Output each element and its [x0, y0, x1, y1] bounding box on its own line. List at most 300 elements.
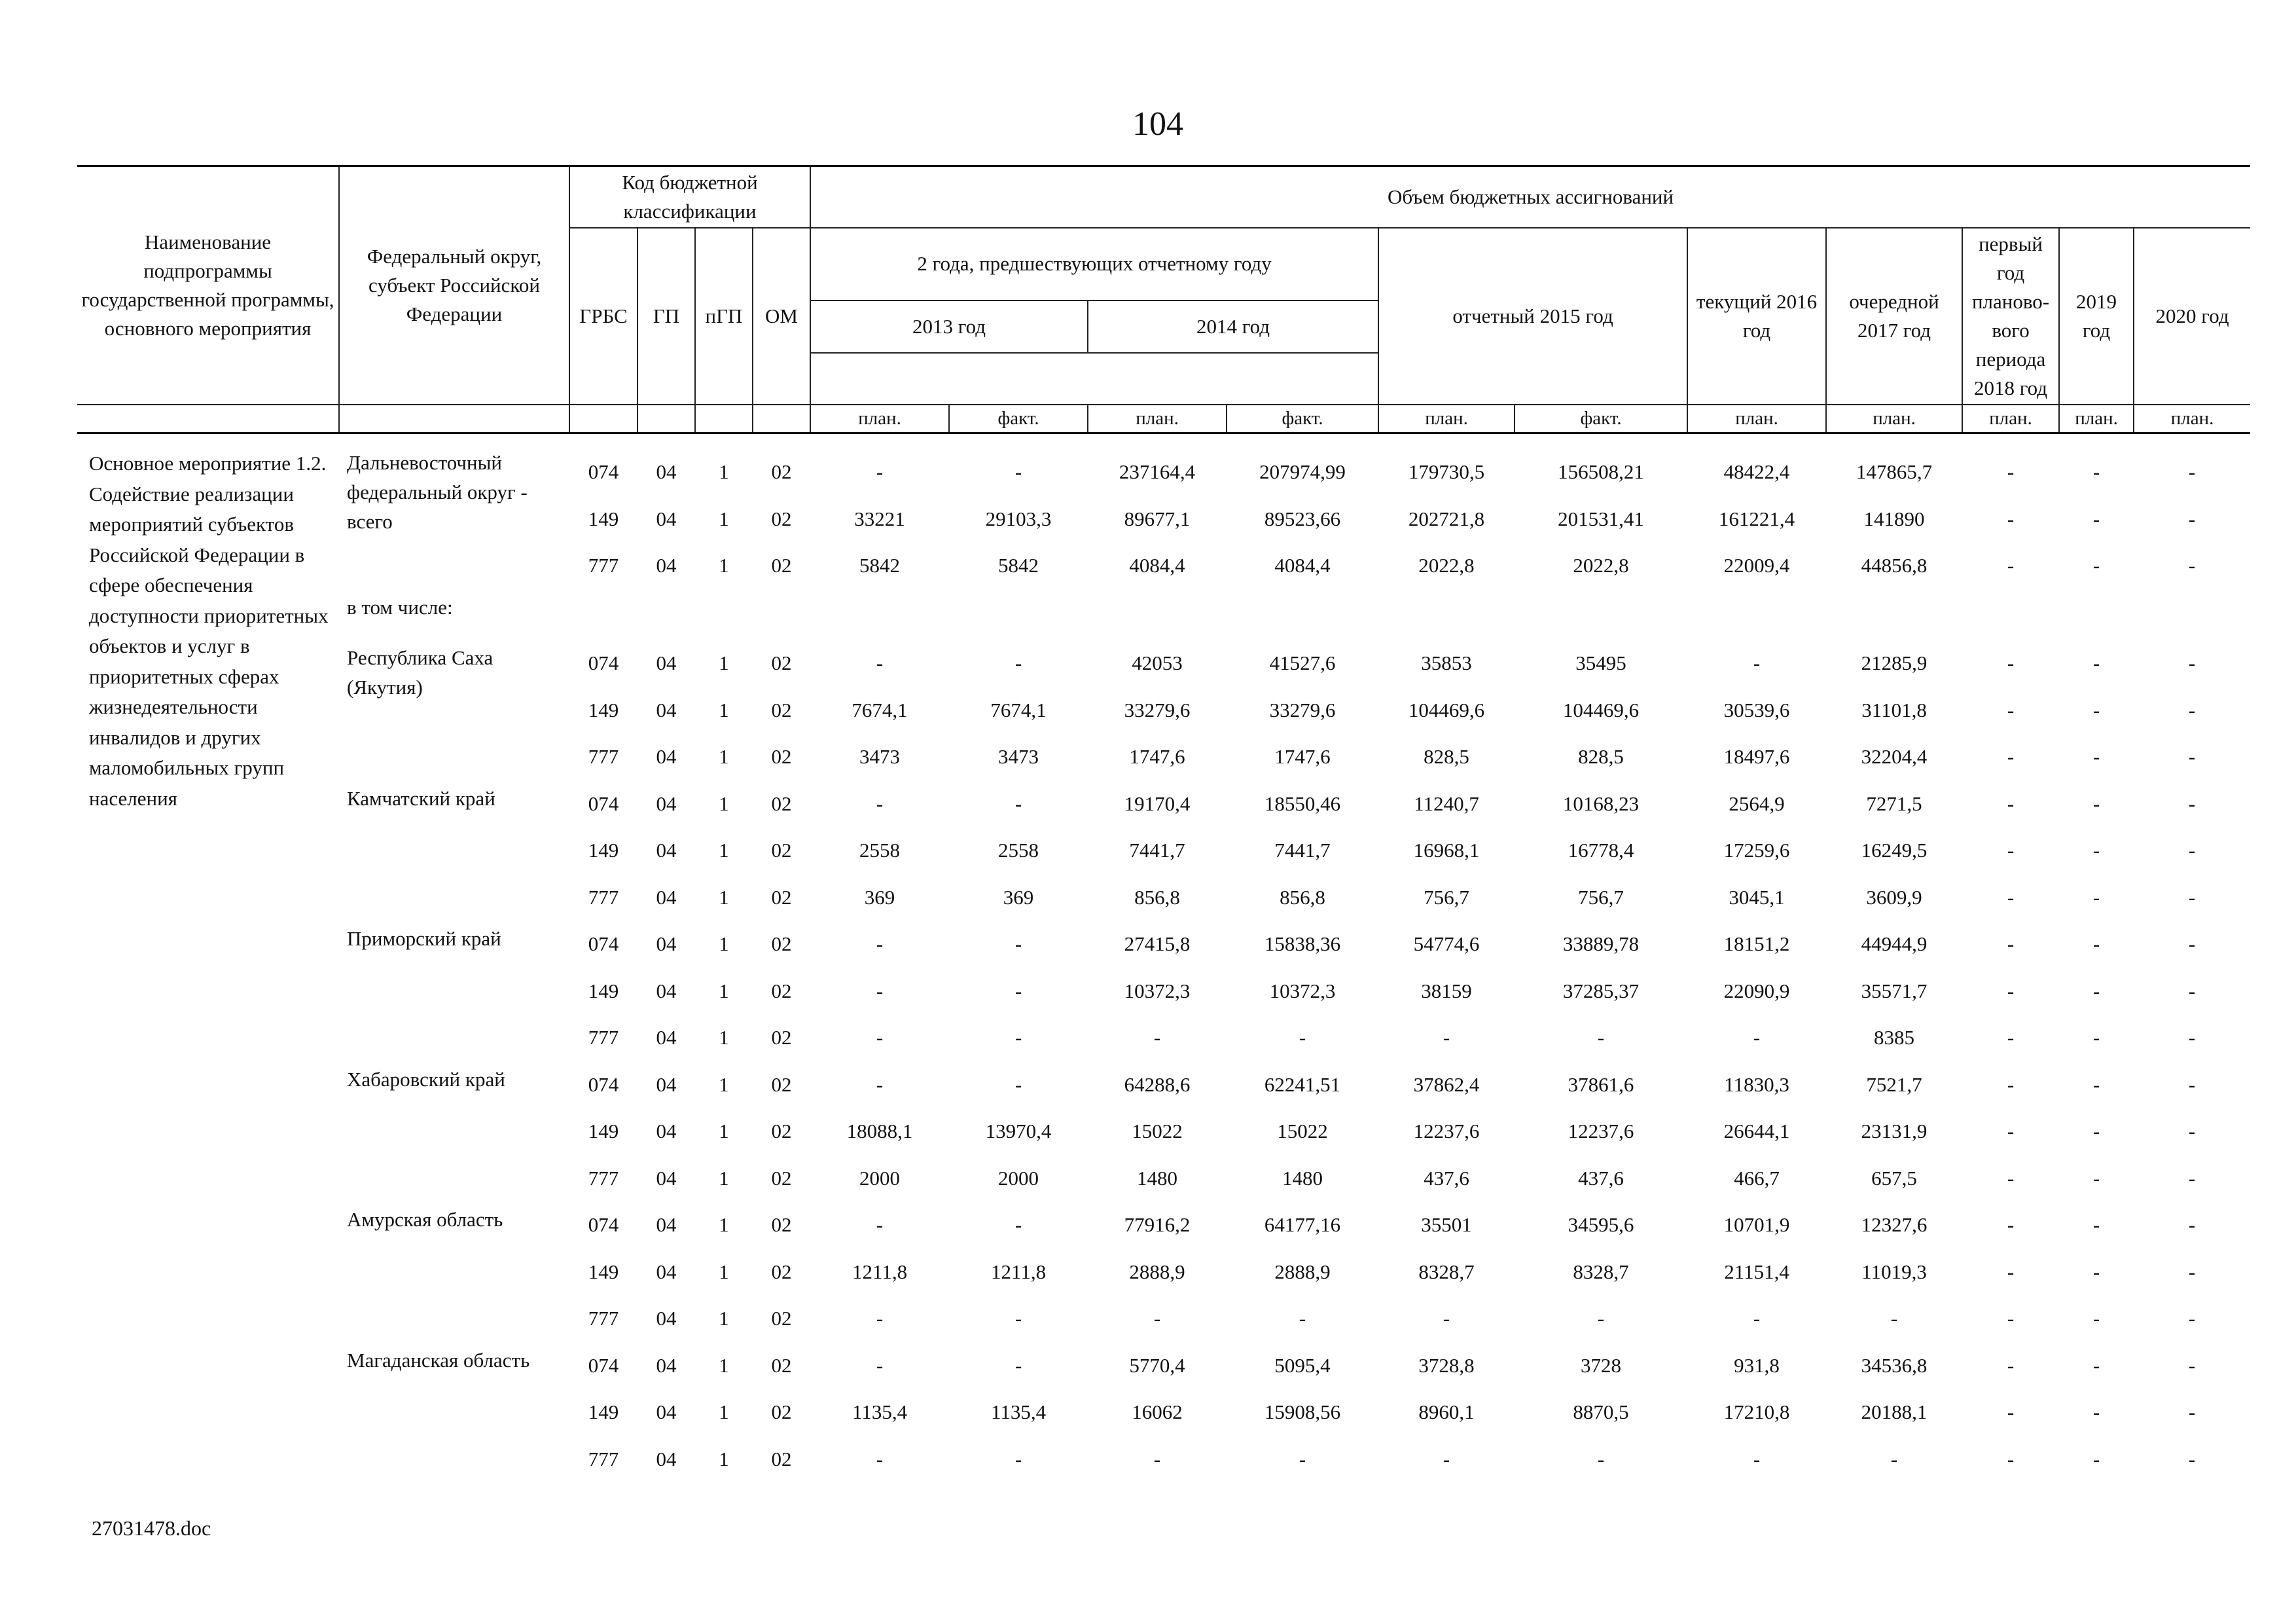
- code-cell: 074: [588, 1072, 619, 1096]
- code-cell: 777: [588, 1307, 619, 1330]
- value-cell: 12327,6: [1861, 1213, 1928, 1237]
- page-number: 104: [1132, 105, 1183, 143]
- value-cell: 30539,6: [1723, 698, 1790, 721]
- header-pgp: пГП: [695, 228, 753, 405]
- value-cell: 2888,9: [1129, 1260, 1185, 1283]
- value-cell: -: [1299, 1447, 1306, 1470]
- value-cell: 156508,21: [1558, 460, 1644, 484]
- header-prev2: 2 года, предшествующих отчетному году: [810, 228, 1378, 301]
- value-cell: 2888,9: [1274, 1260, 1331, 1283]
- value-cell: -: [2188, 979, 2196, 1002]
- value-cell: 8385: [1874, 1026, 1915, 1049]
- table-row: [77, 589, 2250, 640]
- value-cell: -: [2007, 1166, 2015, 1190]
- value-cell: -: [2188, 1400, 2196, 1424]
- code-cell: 04: [656, 1307, 677, 1330]
- value-cell: 856,8: [1134, 885, 1180, 909]
- value-cell: -: [2092, 979, 2100, 1002]
- value-cell: -: [2092, 745, 2100, 769]
- code-cell: 04: [656, 1026, 677, 1049]
- code-cell: 02: [771, 1400, 792, 1424]
- code-cell: 04: [656, 1400, 677, 1424]
- value-cell: -: [2188, 1307, 2196, 1330]
- value-cell: 756,7: [1578, 885, 1624, 909]
- table-row: [77, 780, 2250, 828]
- value-cell: 34595,6: [1568, 1213, 1634, 1237]
- value-cell: 18550,46: [1264, 792, 1341, 815]
- header-om: ОМ: [753, 228, 810, 405]
- code-cell: 02: [771, 1026, 792, 1049]
- value-cell: -: [2007, 932, 2015, 956]
- table-body: [77, 433, 2250, 1483]
- value-cell: 15022: [1132, 1120, 1183, 1143]
- header-volume: Объем бюджетных ассигнований: [810, 166, 2250, 228]
- measure-description: Основное мероприятие 1.2. Содействие реализации мероприятий субъектов Российской Федерации в сфере обеспечения доступности приоритетных объектов и услуг в приоритетных сферах жизнедеятельности инвалидов и других маломобильных групп населения: [89, 452, 329, 810]
- value-cell: 23131,9: [1861, 1120, 1928, 1143]
- code-cell: 02: [771, 1166, 792, 1190]
- table-row: [77, 640, 2250, 687]
- value-cell: 202721,8: [1408, 507, 1485, 530]
- value-cell: -: [2007, 1400, 2015, 1424]
- value-cell: -: [1153, 1447, 1161, 1470]
- code-cell: 04: [656, 460, 677, 484]
- code-cell: 1: [719, 885, 729, 909]
- code-cell: 1: [719, 1072, 729, 1096]
- code-cell: 02: [771, 932, 792, 956]
- value-cell: 1135,4: [990, 1400, 1047, 1424]
- value-cell: -: [2188, 651, 2196, 675]
- code-cell: 1: [719, 507, 729, 530]
- code-cell: 1: [719, 1307, 729, 1330]
- value-cell: 5095,4: [1274, 1353, 1331, 1377]
- value-cell: -: [1890, 1307, 1898, 1330]
- value-cell: 1747,6: [1129, 745, 1185, 769]
- header-sub-blank: [569, 405, 637, 433]
- header-sub-label: план.: [2134, 405, 2250, 433]
- value-cell: -: [1014, 1213, 1022, 1237]
- code-cell: 04: [656, 932, 677, 956]
- value-cell: 7271,5: [1866, 792, 1922, 815]
- code-cell: 02: [771, 554, 792, 577]
- value-cell: 2022,8: [1573, 554, 1629, 577]
- value-cell: 3473: [998, 745, 1039, 769]
- value-cell: -: [1014, 792, 1022, 815]
- value-cell: 16249,5: [1861, 839, 1928, 862]
- value-cell: -: [2188, 1353, 2196, 1377]
- footer-filename: 27031478.doc: [92, 1516, 211, 1540]
- code-cell: 074: [588, 460, 619, 484]
- value-cell: -: [1753, 1026, 1761, 1049]
- value-cell: -: [876, 932, 884, 956]
- header-sub-label: план.: [1826, 405, 1962, 433]
- value-cell: 7674,1: [990, 698, 1047, 721]
- code-cell: 04: [656, 698, 677, 721]
- value-cell: 32204,4: [1861, 745, 1928, 769]
- value-cell: 41527,6: [1269, 651, 1336, 675]
- value-cell: 437,6: [1578, 1166, 1624, 1190]
- header-region: Федеральный округ, субъект Российской Федерации: [339, 166, 569, 405]
- header-sub-label: план.: [1378, 405, 1515, 433]
- value-cell: 18088,1: [846, 1120, 913, 1143]
- value-cell: 3728: [1581, 1353, 1622, 1377]
- value-cell: 179730,5: [1408, 460, 1485, 484]
- code-cell: 074: [588, 1353, 619, 1377]
- value-cell: -: [1443, 1447, 1450, 1470]
- code-cell: 04: [656, 1072, 677, 1096]
- value-cell: 1747,6: [1274, 745, 1331, 769]
- region-name: Приморский край: [347, 927, 501, 951]
- value-cell: -: [2188, 745, 2196, 769]
- value-cell: -: [2092, 1447, 2100, 1470]
- code-cell: 777: [588, 554, 619, 577]
- code-cell: 777: [588, 1447, 619, 1470]
- value-cell: -: [2092, 885, 2100, 909]
- value-cell: 5842: [859, 554, 901, 577]
- value-cell: -: [2007, 1447, 2015, 1470]
- value-cell: 1480: [1137, 1166, 1178, 1190]
- region-name: Дальневосточный федеральный округ - всего: [347, 451, 528, 534]
- code-cell: 149: [588, 979, 619, 1002]
- value-cell: 2000: [998, 1166, 1039, 1190]
- value-cell: -: [2188, 792, 2196, 815]
- code-cell: 149: [588, 1120, 619, 1143]
- value-cell: -: [2007, 745, 2015, 769]
- value-cell: -: [1890, 1447, 1898, 1470]
- code-cell: 02: [771, 1307, 792, 1330]
- value-cell: 2022,8: [1418, 554, 1475, 577]
- code-cell: 1: [719, 460, 729, 484]
- code-cell: 02: [771, 1213, 792, 1237]
- value-cell: 17210,8: [1723, 1400, 1790, 1424]
- value-cell: -: [1153, 1307, 1161, 1330]
- value-cell: 18497,6: [1723, 745, 1790, 769]
- value-cell: -: [1443, 1026, 1450, 1049]
- code-cell: 1: [719, 1120, 729, 1143]
- code-cell: 04: [656, 1353, 677, 1377]
- value-cell: 7521,7: [1866, 1072, 1922, 1096]
- header-gp: ГП: [637, 228, 695, 405]
- value-cell: -: [1014, 1353, 1022, 1377]
- header-sub-blank: [695, 405, 753, 433]
- value-cell: 7441,7: [1274, 839, 1331, 862]
- value-cell: 3045,1: [1729, 885, 1785, 909]
- code-cell: 1: [719, 698, 729, 721]
- value-cell: -: [876, 1307, 884, 1330]
- code-cell: 074: [588, 1213, 619, 1237]
- header-sub-label: план.: [1687, 405, 1826, 433]
- code-cell: 02: [771, 507, 792, 530]
- value-cell: 2000: [859, 1166, 901, 1190]
- header-sub-label: факт.: [1227, 405, 1378, 433]
- value-cell: 1480: [1282, 1166, 1323, 1190]
- code-cell: 074: [588, 792, 619, 815]
- value-cell: 35853: [1421, 651, 1472, 675]
- value-cell: 3728,8: [1418, 1353, 1475, 1377]
- code-cell: 02: [771, 1260, 792, 1283]
- value-cell: 37862,4: [1413, 1072, 1480, 1096]
- header-sub-blank: [753, 405, 810, 433]
- value-cell: 21285,9: [1861, 651, 1928, 675]
- value-cell: 5770,4: [1129, 1353, 1185, 1377]
- value-cell: 4084,4: [1129, 554, 1185, 577]
- code-cell: 02: [771, 839, 792, 862]
- value-cell: 48422,4: [1723, 460, 1790, 484]
- code-cell: 04: [656, 1447, 677, 1470]
- value-cell: 22090,9: [1723, 979, 1790, 1002]
- value-cell: 64288,6: [1124, 1072, 1191, 1096]
- value-cell: -: [2188, 932, 2196, 956]
- value-cell: 35501: [1421, 1213, 1472, 1237]
- code-cell: 04: [656, 1260, 677, 1283]
- value-cell: -: [876, 792, 884, 815]
- value-cell: 104469,6: [1562, 698, 1640, 721]
- value-cell: -: [2092, 554, 2100, 577]
- value-cell: 21151,4: [1724, 1260, 1789, 1283]
- value-cell: 15838,36: [1264, 932, 1341, 956]
- value-cell: 54774,6: [1413, 932, 1480, 956]
- value-cell: 10372,3: [1269, 979, 1336, 1002]
- value-cell: 19170,4: [1124, 792, 1191, 815]
- value-cell: -: [2188, 507, 2196, 530]
- code-cell: 02: [771, 1447, 792, 1470]
- value-cell: -: [2188, 1072, 2196, 1096]
- code-cell: 1: [719, 554, 729, 577]
- value-cell: 33221: [854, 507, 905, 530]
- code-cell: 1: [719, 839, 729, 862]
- value-cell: -: [2007, 885, 2015, 909]
- value-cell: 104469,6: [1408, 698, 1485, 721]
- value-cell: 35571,7: [1861, 979, 1928, 1002]
- value-cell: -: [2188, 885, 2196, 909]
- value-cell: -: [2092, 1213, 2100, 1237]
- code-cell: 1: [719, 1447, 729, 1470]
- code-cell: 02: [771, 460, 792, 484]
- value-cell: 161221,4: [1718, 507, 1795, 530]
- value-cell: 8328,7: [1418, 1260, 1475, 1283]
- header-2014: 2014 год: [1088, 301, 1378, 353]
- value-cell: 4084,4: [1274, 554, 1331, 577]
- value-cell: 33889,78: [1562, 932, 1640, 956]
- value-cell: 828,5: [1424, 745, 1469, 769]
- value-cell: -: [2188, 839, 2196, 862]
- region-name: Магаданская область: [347, 1348, 530, 1372]
- value-cell: -: [876, 979, 884, 1002]
- code-cell: 04: [656, 1166, 677, 1190]
- code-cell: 149: [588, 1260, 619, 1283]
- value-cell: -: [1014, 1307, 1022, 1330]
- value-cell: -: [2092, 1072, 2100, 1096]
- region-name: в том числе:: [347, 595, 453, 619]
- header-sub-label: план.: [1962, 405, 2059, 433]
- code-cell: 02: [771, 979, 792, 1002]
- value-cell: 64177,16: [1264, 1213, 1341, 1237]
- value-cell: -: [2007, 1120, 2015, 1143]
- value-cell: -: [2092, 839, 2100, 862]
- header-sub-label: план.: [2059, 405, 2134, 433]
- header-sub-label: факт.: [1515, 405, 1687, 433]
- value-cell: 1135,4: [852, 1400, 908, 1424]
- code-cell: 02: [771, 885, 792, 909]
- value-cell: 18151,2: [1723, 932, 1790, 956]
- value-cell: 27415,8: [1124, 932, 1191, 956]
- value-cell: 34536,8: [1861, 1353, 1928, 1377]
- value-cell: -: [2188, 554, 2196, 577]
- header-2017: очередной 2017 год: [1826, 228, 1962, 405]
- table-row: [77, 921, 2250, 968]
- code-cell: 04: [656, 651, 677, 675]
- value-cell: -: [1299, 1307, 1306, 1330]
- value-cell: -: [1014, 932, 1022, 956]
- code-cell: 1: [719, 651, 729, 675]
- header-sub-blank: [339, 405, 569, 433]
- value-cell: -: [2092, 1307, 2100, 1330]
- value-cell: 3473: [859, 745, 901, 769]
- value-cell: -: [1014, 651, 1022, 675]
- value-cell: 141890: [1863, 507, 1925, 530]
- region-name: Хабаровский край: [347, 1067, 505, 1091]
- value-cell: 16778,4: [1568, 839, 1634, 862]
- value-cell: 42053: [1132, 651, 1183, 675]
- value-cell: -: [2092, 1120, 2100, 1143]
- value-cell: 437,6: [1424, 1166, 1469, 1190]
- header-sub-blank: [77, 405, 339, 433]
- value-cell: 11019,3: [1861, 1260, 1927, 1283]
- value-cell: 16062: [1132, 1400, 1183, 1424]
- value-cell: -: [2007, 1072, 2015, 1096]
- value-cell: 2564,9: [1729, 792, 1785, 815]
- table-row: [77, 1201, 2250, 1249]
- value-cell: 931,8: [1734, 1353, 1780, 1377]
- value-cell: -: [1014, 1026, 1022, 1049]
- header-2016: текущий 2016 год: [1687, 228, 1826, 405]
- value-cell: 7441,7: [1129, 839, 1185, 862]
- value-cell: -: [2007, 460, 2015, 484]
- code-cell: 04: [656, 792, 677, 815]
- value-cell: -: [2188, 1166, 2196, 1190]
- value-cell: 35495: [1575, 651, 1626, 675]
- code-cell: 04: [656, 1213, 677, 1237]
- value-cell: 31101,8: [1861, 698, 1927, 721]
- value-cell: 2558: [998, 839, 1039, 862]
- value-cell: -: [2092, 651, 2100, 675]
- value-cell: 856,8: [1280, 885, 1325, 909]
- value-cell: -: [1014, 1072, 1022, 1096]
- value-cell: -: [2092, 1260, 2100, 1283]
- value-cell: 369: [1003, 885, 1034, 909]
- header-2018: первый год планово-вого периода 2018 год: [1962, 228, 2059, 405]
- value-cell: 15022: [1277, 1120, 1328, 1143]
- header-2019: 2019 год: [2059, 228, 2134, 405]
- value-cell: -: [2092, 507, 2100, 530]
- value-cell: -: [876, 460, 884, 484]
- header-2013: 2013 год: [810, 301, 1088, 353]
- code-cell: 1: [719, 1213, 729, 1237]
- code-cell: 04: [656, 507, 677, 530]
- value-cell: 11240,7: [1414, 792, 1479, 815]
- code-cell: 777: [588, 1166, 619, 1190]
- value-cell: 22009,4: [1723, 554, 1790, 577]
- code-cell: 777: [588, 745, 619, 769]
- region-name: Камчатский край: [347, 786, 495, 810]
- value-cell: 16968,1: [1413, 839, 1480, 862]
- value-cell: 756,7: [1424, 885, 1469, 909]
- value-cell: -: [2007, 507, 2015, 530]
- value-cell: 33279,6: [1124, 698, 1191, 721]
- value-cell: 89677,1: [1124, 507, 1191, 530]
- code-cell: 1: [719, 745, 729, 769]
- value-cell: -: [2007, 839, 2015, 862]
- code-cell: 1: [719, 1400, 729, 1424]
- value-cell: -: [2007, 1213, 2015, 1237]
- value-cell: 207974,99: [1259, 460, 1346, 484]
- value-cell: -: [1443, 1307, 1450, 1330]
- code-cell: 149: [588, 839, 619, 862]
- header-sub-blank: [637, 405, 695, 433]
- code-cell: 04: [656, 745, 677, 769]
- code-cell: 1: [719, 1260, 729, 1283]
- value-cell: 12237,6: [1413, 1120, 1480, 1143]
- header-code-group: Код бюджетной классификации: [569, 166, 810, 228]
- value-cell: 8870,5: [1573, 1400, 1629, 1424]
- code-cell: 04: [656, 885, 677, 909]
- table-row: [77, 433, 2250, 496]
- value-cell: -: [1753, 1307, 1761, 1330]
- value-cell: -: [2188, 698, 2196, 721]
- header-sub-label: план.: [810, 405, 949, 433]
- value-cell: -: [2092, 1353, 2100, 1377]
- code-cell: 1: [719, 932, 729, 956]
- value-cell: 37861,6: [1568, 1072, 1634, 1096]
- value-cell: -: [876, 1353, 884, 1377]
- value-cell: -: [1597, 1447, 1605, 1470]
- value-cell: -: [2188, 1213, 2196, 1237]
- value-cell: 44944,9: [1861, 932, 1928, 956]
- value-cell: -: [2007, 1026, 2015, 1049]
- value-cell: -: [2188, 1026, 2196, 1049]
- value-cell: -: [2007, 554, 2015, 577]
- value-cell: 466,7: [1734, 1166, 1780, 1190]
- value-cell: -: [1753, 1447, 1761, 1470]
- value-cell: -: [2007, 698, 2015, 721]
- value-cell: -: [2007, 651, 2015, 675]
- code-cell: 1: [719, 1026, 729, 1049]
- value-cell: 37285,37: [1562, 979, 1640, 1002]
- code-cell: 1: [719, 792, 729, 815]
- value-cell: 828,5: [1578, 745, 1624, 769]
- value-cell: -: [2092, 1400, 2100, 1424]
- value-cell: 33279,6: [1269, 698, 1336, 721]
- code-cell: 149: [588, 507, 619, 530]
- code-cell: 777: [588, 885, 619, 909]
- value-cell: -: [2092, 460, 2100, 484]
- value-cell: 201531,41: [1558, 507, 1644, 530]
- value-cell: -: [1597, 1307, 1605, 1330]
- code-cell: 02: [771, 1072, 792, 1096]
- value-cell: 3609,9: [1866, 885, 1922, 909]
- code-cell: 149: [588, 1400, 619, 1424]
- code-cell: 02: [771, 1120, 792, 1143]
- code-cell: 1: [719, 1353, 729, 1377]
- value-cell: 10168,23: [1562, 792, 1640, 815]
- value-cell: -: [1014, 460, 1022, 484]
- value-cell: 12237,6: [1568, 1120, 1634, 1143]
- header-2015: отчетный 2015 год: [1378, 228, 1687, 405]
- value-cell: 1211,8: [852, 1260, 908, 1283]
- value-cell: 369: [864, 885, 895, 909]
- value-cell: -: [876, 651, 884, 675]
- value-cell: -: [2007, 1307, 2015, 1330]
- value-cell: 147865,7: [1856, 460, 1933, 484]
